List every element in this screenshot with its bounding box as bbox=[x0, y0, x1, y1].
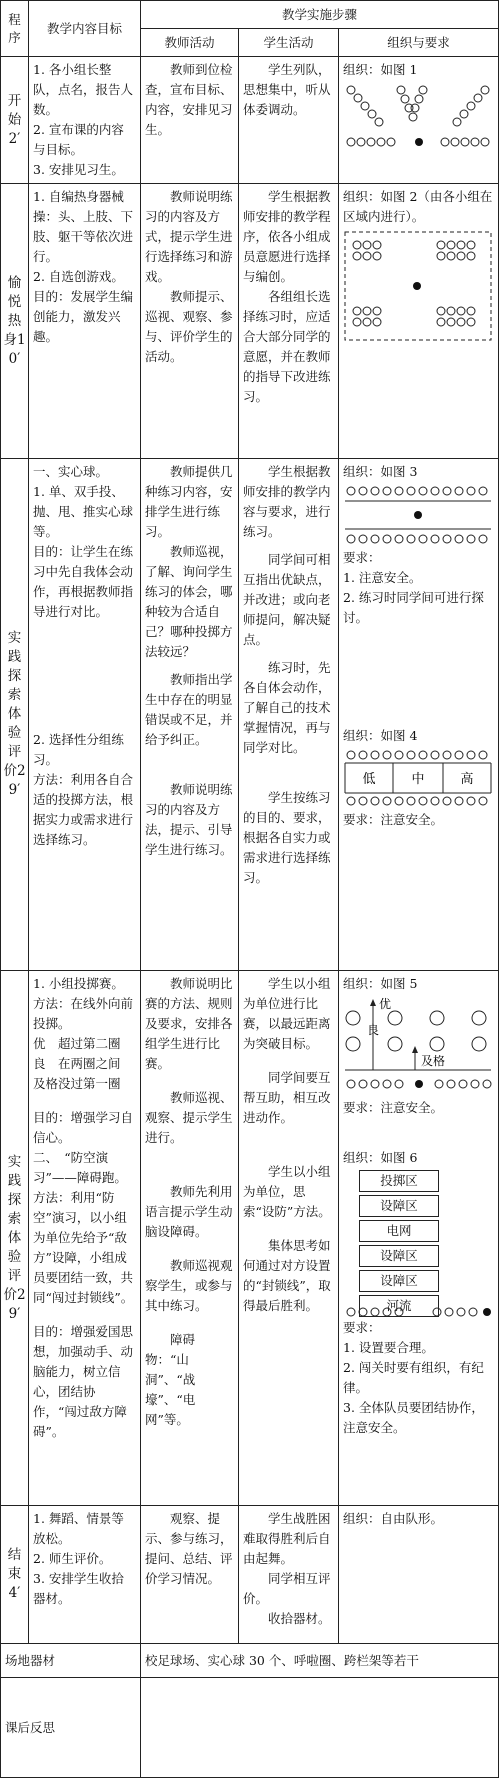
header-org: 组织与要求 bbox=[339, 29, 499, 57]
fig6-team-row bbox=[343, 1306, 493, 1318]
fig5-label-you: 优 bbox=[379, 997, 392, 1011]
goal-start: 1. 各小组长整队，点名，报告人数。 2. 宣布课的内容与目标。 3. 安排见习生。 bbox=[33, 62, 134, 177]
org-end: 组织：自由队形。 bbox=[343, 1511, 444, 1526]
teacher-practice-1a: 教师提供几种练习内容，安排学生进行练习。 bbox=[145, 464, 233, 539]
reflection-label: 课后反思 bbox=[1, 1678, 141, 1778]
equipment-label: 场地器材 bbox=[1, 1644, 141, 1678]
org-practice-3: 组织：如图 3 bbox=[343, 464, 418, 479]
teacher-warmup-2: 教师提示、巡视、观察、参与、评价学生的活动。 bbox=[145, 289, 233, 364]
header-student: 学生活动 bbox=[239, 29, 339, 57]
student-practice-1b: 同学间可相互指出优缺点，并改进；或向老师提问，解决疑点。 bbox=[243, 552, 331, 647]
fig6-zone: 投掷区 bbox=[359, 1170, 439, 1192]
student-practice-2b: 同学间要互帮互助，相互改进动作。 bbox=[243, 1070, 331, 1125]
header-steps: 教学实施步骤 bbox=[141, 1, 499, 29]
teacher-practice-2c: 教师先利用语言提示学生动脑设障碍。 bbox=[145, 1184, 233, 1239]
req-practice-5: 要求：注意安全。 bbox=[343, 1100, 444, 1115]
fig5-label-liang: 良 bbox=[367, 1023, 380, 1037]
figure-2 bbox=[343, 229, 493, 344]
student-warmup-1: 学生根据教师安排的教学程序，依各小组成员意愿进行选择与编创。 bbox=[243, 189, 331, 284]
row-start bbox=[1, 57, 499, 184]
header-teacher: 教师活动 bbox=[141, 29, 239, 57]
teacher-practice-1c: 教师指出学生中存在的明显错误或不足，并给予纠正。 bbox=[145, 672, 233, 747]
fig5-label-jige: 及格 bbox=[421, 1054, 446, 1068]
fig6-zone: 设障区 bbox=[359, 1270, 439, 1292]
org-warmup: 组织：如图 2（由各小组在区域内进行）。 bbox=[343, 189, 493, 224]
student-start: 学生列队，思想集中，听从体委调动。 bbox=[243, 62, 331, 117]
goal-warmup: 1. 自编热身器械操：头、上肢、下肢、躯干等依次进行。 2. 自选创游戏。目的：发展学生编创能力，激发兴趣。 bbox=[33, 189, 134, 344]
student-practice-2a: 学生以小组为单位进行比赛，以最远距离为突破目标。 bbox=[243, 976, 331, 1051]
row-practice-2 bbox=[1, 971, 499, 1506]
teacher-practice-1d: 教师说明练习的内容及方法，提示、引导学生进行练习。 bbox=[145, 782, 233, 857]
teacher-practice-1b: 教师巡视，了解、询问学生练习的体会，哪种较为合适自己？哪种投掷方法较远？ bbox=[145, 544, 233, 659]
req-practice-6: 要求： 1. 设置要合理。 2. 闯关时要有组织，有纪律。 3. 全体队员要团结协作，注意安全。 bbox=[343, 1320, 484, 1435]
teacher-practice-2d: 教师巡视观察学生，或参与其中练习。 bbox=[145, 1258, 233, 1313]
goal-practice-2c: 目的：增强爱国思想，加强动手、动脑能力，树立信心，团结协作，“闯过敌方障碍”。 bbox=[33, 1324, 134, 1439]
row-reflection bbox=[1, 1678, 499, 1778]
row-practice-1 bbox=[1, 459, 499, 971]
figure-3 bbox=[343, 484, 493, 546]
fig4-label-low: 低 bbox=[362, 772, 376, 787]
student-practice-2d: 集体思考如何通过对方设置的“封锁线”，取得最后胜利。 bbox=[243, 1238, 331, 1313]
teacher-practice-2b: 教师巡视、观察、提示学生进行。 bbox=[145, 1090, 233, 1145]
equipment-value: 校足球场、实心球 30 个、呼啦圈、跨栏架等若干 bbox=[141, 1644, 499, 1678]
student-end-3: 收拾器材。 bbox=[268, 1611, 331, 1626]
row-equipment bbox=[1, 1644, 499, 1678]
student-practice-2c: 学生以小组为单位，思索“设防”方法。 bbox=[243, 1164, 331, 1219]
goal-practice-1b: 2. 选择性分组练习。 方法：利用各自合适的投掷方法，根据实力或需求进行选择练习。 bbox=[33, 732, 134, 847]
goal-practice-2a: 1. 小组投掷赛。 方法：在线外向前投掷。 优 超过第二圈 良 在两圈之间 及格没过第一圈 bbox=[33, 976, 134, 1091]
row-end bbox=[1, 1506, 499, 1644]
fig4-label-high: 高 bbox=[460, 772, 474, 787]
teacher-warmup-1: 教师说明练习的内容及方式，提示学生进行选择练习和游戏。 bbox=[145, 189, 233, 284]
stage-end: 结束4′ bbox=[1, 1506, 29, 1644]
stage-start: 开始2′ bbox=[1, 57, 29, 184]
student-end-2: 同学相互评价。 bbox=[243, 1571, 331, 1606]
figure-6 bbox=[343, 1168, 493, 1318]
student-practice-1a: 学生根据教师安排的教学内容与要求，进行练习。 bbox=[243, 464, 331, 539]
teacher-practice-2e: 障碍物：“山洞”、“战壕”、“电网”等。 bbox=[145, 1332, 196, 1427]
goal-end: 1. 舞蹈、情景等放松。 2. 师生评价。 3. 安排学生收拾器材。 bbox=[33, 1511, 124, 1606]
goal-practice-2b: 目的：增强学习自信心。 二、 “防空演习”——障碍跑。 方法：利用“防空”演习，以小组为单位先给予“敌方”设障，小组成员要团结一致，共同“闯过封锁线”。 bbox=[33, 1110, 134, 1305]
header-stage: 程序 bbox=[1, 1, 29, 57]
teacher-start: 教师到位检查，宣布目标、内容，安排见习生。 bbox=[145, 62, 233, 137]
row-warmup bbox=[1, 184, 499, 459]
student-practice-1d: 学生按练习的目的、要求，根据各自实力或需求进行选择练习。 bbox=[243, 790, 331, 885]
fig6-zone: 河流 bbox=[359, 1295, 439, 1317]
org-practice-6: 组织：如图 6 bbox=[343, 1150, 418, 1165]
req-practice-3: 要求： 1. 注意安全。 2. 练习时同学间可进行探讨。 bbox=[343, 550, 484, 625]
fig6-zone: 设障区 bbox=[359, 1195, 439, 1217]
header-goal: 教学内容目标 bbox=[29, 1, 141, 57]
fig6-zone: 电网 bbox=[359, 1220, 439, 1242]
figure-1 bbox=[343, 82, 493, 152]
student-practice-1c: 练习时，先各自体会动作，了解自己的技术掌握情况，再与同学对比。 bbox=[243, 660, 331, 755]
org-start: 组织：如图 1 bbox=[343, 62, 418, 77]
org-practice-5: 组织：如图 5 bbox=[343, 976, 418, 991]
req-practice-4: 要求：注意安全。 bbox=[343, 812, 444, 827]
goal-practice-1a: 一、实心球。 1. 单、双手投、抛、甩、推实心球等。 目的：让学生在练习中先自我体会动作，再根据教师指导进行对比。 bbox=[33, 464, 134, 619]
fig4-label-mid: 中 bbox=[411, 772, 425, 787]
reflection-value[interactable] bbox=[141, 1678, 499, 1778]
figure-5 bbox=[343, 996, 493, 1096]
stage-practice-1: 实践探索体验评价29′ bbox=[1, 459, 29, 971]
teacher-end: 观察、提示、参与练习，提问、总结、评价学习情况。 bbox=[145, 1511, 233, 1586]
org-practice-4: 组织：如图 4 bbox=[343, 728, 418, 743]
student-end-1: 学生战胜困难取得胜利后自由起舞。 bbox=[243, 1511, 331, 1566]
teacher-practice-2a: 教师说明比赛的方法、规则及要求，安排各组学生进行比赛。 bbox=[145, 976, 233, 1071]
stage-practice-2: 实践探索体验评价29′ bbox=[1, 971, 29, 1506]
fig6-zone: 设障区 bbox=[359, 1245, 439, 1267]
stage-warmup: 愉悦热身10′ bbox=[1, 184, 29, 459]
student-warmup-2: 各组组长选择练习时，应适合大部分同学的意愿，并在教师的指导下改进练习。 bbox=[243, 289, 331, 404]
figure-4 bbox=[343, 748, 493, 808]
